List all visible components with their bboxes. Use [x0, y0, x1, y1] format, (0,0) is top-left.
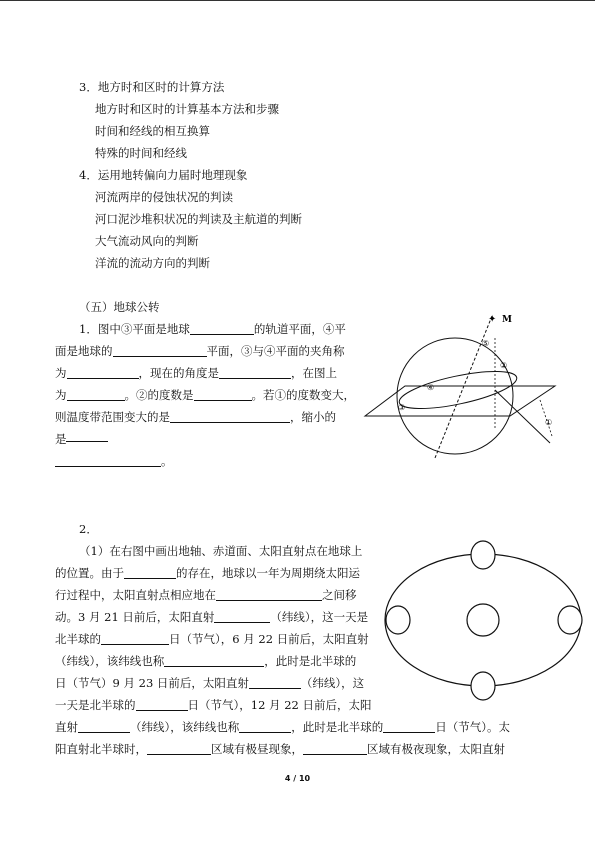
q2-text-8d: 日（节气）。太 — [435, 720, 510, 734]
answer-blank[interactable] — [136, 699, 188, 711]
section-4-title: 4．运用地转偏向力届时地理现象 — [79, 168, 248, 182]
answer-blank[interactable] — [67, 389, 125, 401]
q2-number: 2． — [79, 522, 98, 536]
q2-text-7b: 日（节气），12 月 22 日前后，太阳 — [187, 698, 372, 712]
q2-text-1b: 的位置。由于 — [55, 566, 124, 580]
answer-blank[interactable] — [164, 655, 264, 667]
label-m: M — [502, 315, 512, 325]
earth-position-top — [471, 541, 495, 569]
q1-text-3b: ，现在的角度是 — [138, 366, 219, 380]
page-number: 4 / 10 — [284, 774, 311, 783]
q1-text-3a: 为 — [55, 366, 67, 380]
q2-text-4a: 北半球的 — [55, 632, 101, 646]
equator-plane — [396, 364, 519, 416]
earth-axis — [435, 316, 492, 458]
answer-blank[interactable] — [214, 611, 270, 623]
answer-blank[interactable] — [101, 633, 169, 645]
q1-line-7 — [55, 454, 173, 468]
star-icon: ✦ — [488, 314, 497, 325]
answer-blank[interactable] — [113, 345, 207, 357]
q1-text-4a: 为 — [55, 388, 67, 402]
q2-text-9c: 区域有极夜现象，太阳直射 — [367, 742, 505, 756]
answer-blank[interactable] — [303, 743, 367, 755]
q1-text-5a: 则温度带范围变大的是 — [55, 410, 170, 424]
answer-blank[interactable] — [67, 367, 139, 379]
label-4: ④ — [427, 383, 435, 392]
orbit-plane-figure — [360, 308, 560, 468]
sun-circle — [467, 604, 499, 636]
section-4-item-3: 大气流动风向的判断 — [95, 234, 199, 248]
q2-line-6 — [55, 654, 356, 668]
label-5: ⑤ — [482, 339, 490, 348]
q2-line-1 — [79, 544, 362, 558]
q1-text-2b: 平面，③与④平面的夹角称 — [206, 344, 345, 358]
section-3-item-1: 地方时和区时的计算基本方法和步骤 — [95, 102, 279, 116]
q1-text-1b: 的轨道平面，④平 — [253, 322, 346, 336]
q1-line-3 — [55, 366, 337, 380]
answer-blank[interactable] — [147, 743, 211, 755]
answer-blank[interactable] — [78, 721, 130, 733]
q1-line-1 — [79, 322, 346, 336]
q2-text-6b: （纬线），这 — [300, 676, 365, 690]
earth-sphere — [397, 338, 513, 454]
q2-text-2a: 行过程中，太阳直射点相应地在 — [55, 588, 216, 602]
answer-blank[interactable] — [249, 677, 301, 689]
q2-line-9 — [55, 720, 510, 734]
q1-line-6 — [55, 432, 67, 446]
q2-line-4 — [55, 610, 368, 624]
answer-blank[interactable] — [66, 430, 108, 442]
q1-text-4b: 。②的度数是 — [124, 388, 194, 402]
q1-text-6: 是 — [55, 432, 67, 446]
answer-blank[interactable] — [239, 721, 291, 733]
answer-blank[interactable] — [55, 455, 161, 467]
q1-line-5 — [55, 410, 336, 424]
q1-line-2 — [55, 344, 345, 358]
q1-text-1a: 1．图中③平面是地球 — [79, 322, 190, 336]
earth-position-bottom — [471, 672, 495, 700]
answer-blank[interactable] — [124, 567, 176, 579]
answer-blank[interactable] — [216, 589, 322, 601]
q2-text-9a: 阳直射北半球时， — [55, 742, 147, 756]
page-top-rule — [0, 0, 595, 1]
q2-text-3b: （纬线），这一天是 — [270, 610, 369, 624]
section-4-item-1: 河流两岸的侵蚀状况的判读 — [95, 190, 233, 204]
q2-text-1a: （1）在右图中画出地轴、赤道面、太阳直射点在地球上 — [79, 544, 363, 558]
q1-line-4 — [55, 388, 355, 402]
q2-text-5a: （纬线），该纬线也称 — [55, 654, 165, 668]
q2-text-5b: ，此时是北半球的 — [264, 654, 357, 668]
q2-line-2 — [55, 566, 360, 580]
q2-text-8a: 直射 — [55, 720, 78, 734]
answer-blank[interactable] — [383, 721, 435, 733]
answer-blank[interactable] — [194, 389, 252, 401]
q2-text-6a: 日（节气）9 月 23 日前后，太阳直射 — [55, 676, 249, 690]
q2-text-8b: （纬线），该纬线也称 — [130, 720, 240, 734]
section-3-item-2: 时间和经线的相互换算 — [95, 124, 210, 138]
section-3-item-3: 特殊的时间和经线 — [95, 146, 187, 160]
label-1: ① — [545, 418, 553, 427]
q1-text-3c: ，在图上 — [291, 366, 337, 380]
answer-blank[interactable] — [190, 323, 254, 335]
q2-text-9b: 区域有极昼现象， — [211, 742, 303, 756]
q2-text-7a: 一天是北半球的 — [55, 698, 136, 712]
label-3: ③ — [398, 403, 406, 412]
q1-text-4c: 。若①的度数变大， — [251, 388, 355, 402]
q2-text-1c: 的存在，地球以一年为周期绕太阳运 — [176, 566, 360, 580]
q1-text-7-end: 。 — [161, 454, 173, 468]
section-4-item-4: 洋流的流动方向的判断 — [95, 256, 210, 270]
q2-line-8 — [55, 698, 371, 712]
label-2: ② — [500, 361, 508, 370]
earth-position-right — [558, 606, 582, 634]
earth-position-left — [386, 606, 410, 634]
answer-blank[interactable] — [170, 411, 290, 423]
q1-text-5b: ，缩小的 — [290, 410, 336, 424]
q2-line-5 — [55, 632, 369, 646]
orbital-plane — [365, 386, 555, 416]
section-4-item-2: 河口泥沙堆积状况的判读及主航道的判断 — [95, 212, 302, 226]
q2-line-3 — [55, 588, 357, 602]
part-5-heading: （五）地球公转 — [79, 300, 160, 314]
orbit-figure — [380, 535, 590, 705]
q2-text-3a: 动。3 月 21 日前后，太阳直射 — [55, 610, 215, 624]
q1-text-2a: 面是地球的 — [55, 344, 113, 358]
q2-text-4b: 日（节气），6 月 22 日前后，太阳直射 — [169, 632, 369, 646]
q2-text-2b: 之间移 — [322, 588, 357, 602]
q2-line-10 — [55, 742, 505, 756]
answer-blank[interactable] — [219, 367, 291, 379]
section-3-title: 3．地方时和区时的计算方法 — [79, 80, 225, 94]
q2-line-7 — [55, 676, 364, 690]
q2-text-8c: ，此时是北半球的 — [291, 720, 384, 734]
